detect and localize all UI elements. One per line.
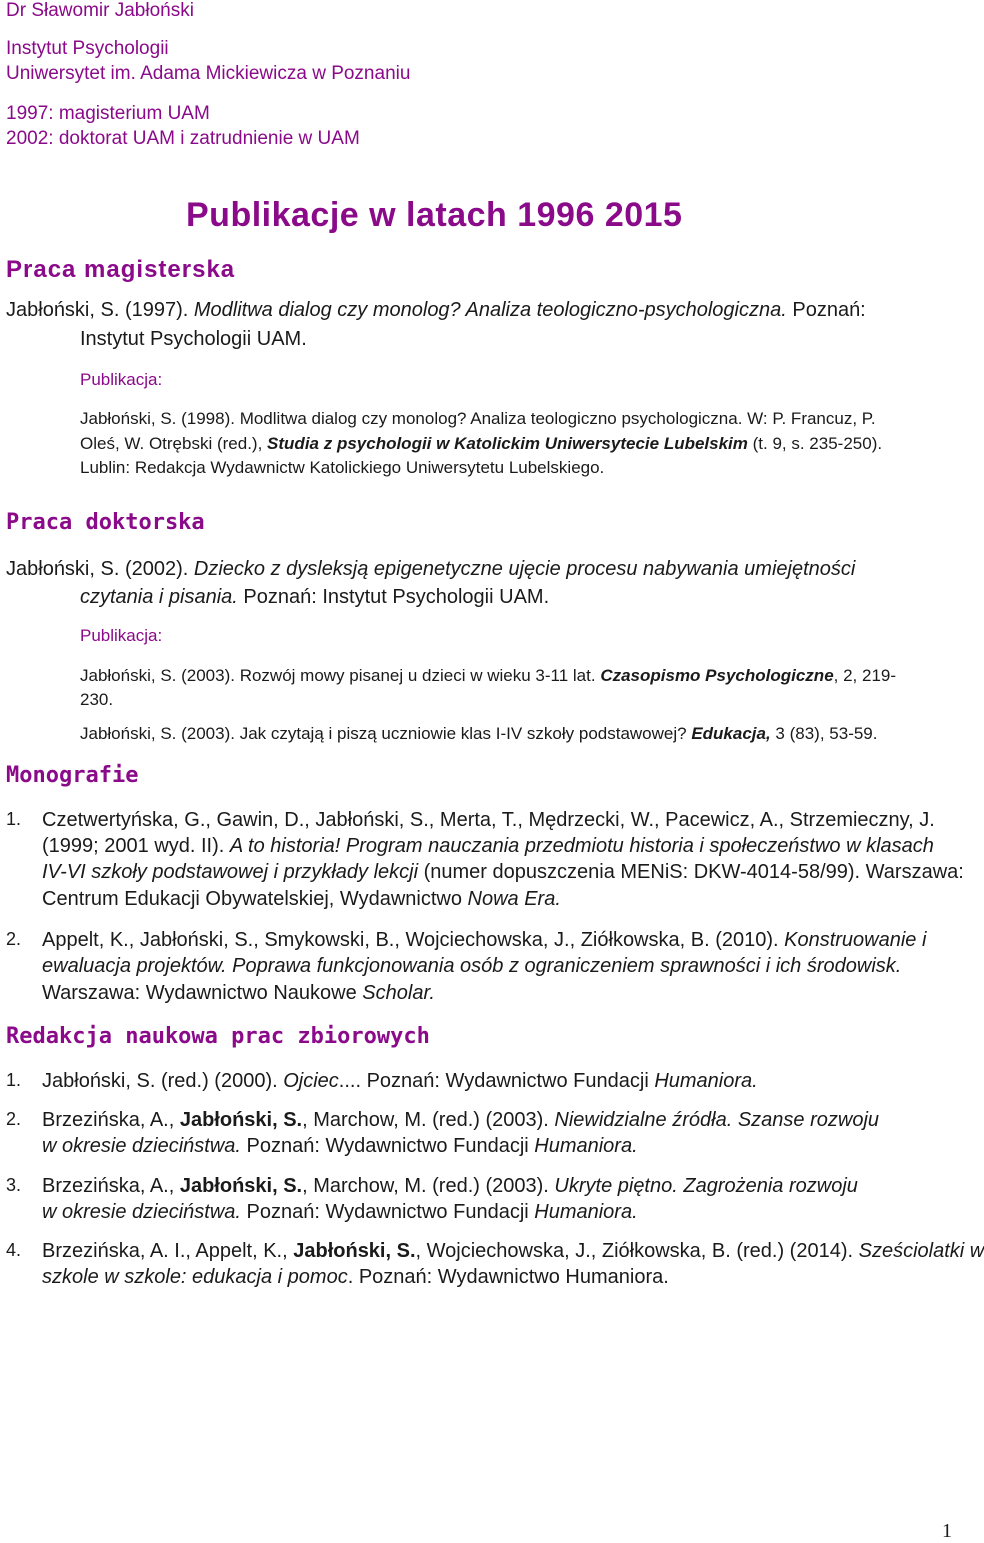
publisher: . Poznań: Wydawnictwo Humaniora. [347,1266,669,1288]
list-number: 2. [6,1109,22,1129]
book-title: Ukryte piętno. Zagrożenia rozwoju [554,1175,858,1197]
book-title-cont: szkole w szkole: edukacja i pomoc [42,1266,348,1288]
publisher-name: Humaniora. [654,1070,758,1092]
monografia-2-line2 [42,953,901,980]
editor-highlight: Jabłoński, S. [179,1109,303,1131]
list-number: 2. [6,929,22,949]
list-number: 1. [6,1070,22,1090]
book-title-cont: w okresie dzieciństwa. [42,1135,241,1157]
editors: Brzezińska, A. I., Appelt, K., [42,1240,294,1262]
list-number: 4. [6,1240,22,1260]
journal-name: Edukacja, [691,724,771,743]
edition-info: (1999; 2001 wyd. II). [42,835,230,857]
editors: Jabłoński, S. (red.) (2000). [42,1070,284,1092]
monografia-2-line3 [42,980,435,1007]
editors-rest: , Wojciechowska, J., Ziółkowska, B. (red.) (2014). [415,1240,859,1262]
publisher: Centrum Edukacji Obywatelskiej, Wydawnictwo [42,888,468,910]
institute-name: Instytut Psychologii [6,38,169,59]
redakcja-4-line1 [42,1238,984,1265]
section-title-redakcja: Redakcja naukowa prac zbiorowych [6,1024,430,1049]
authors: Appelt, K., Jabłoński, S., Smykowski, B., Wojciechowska, J., Ziółkowska, B. (2010). [42,929,785,951]
book-title: Konstruowanie i [784,929,927,951]
journal-issue: 3 (83), 53-59. [770,724,878,743]
pub-book-title: Studia z psychologii w Katolickim Uniwersytecie Lubelskim [267,434,748,453]
book-title: Niewidzialne źródła. Szanse rozwoju [554,1109,880,1131]
publisher-name: Humaniora. [534,1135,638,1157]
career-2002: 2002: doktorat UAM i zatrudnienie w UAM [6,128,360,149]
doktorska-entry-line1 [6,556,855,583]
editors-rest: , Marchow, M. (red.) (2003). [302,1175,555,1197]
monografia-1-line1: Czetwertyńska, G., Gawin, D., Jabłoński, S., Merta, T., Mędrzecki, W., Pacewicz, A., Strzemieczny, J. [42,809,935,831]
book-subtitle-cont: IV-VI szkoły podstawowej i przykłady lekcji [42,861,419,883]
magisterska-pub-line3: Lublin: Redakcja Wydawnictw Katolickiego Uniwersytetu Lubelskiego. [80,458,605,477]
editor-highlight: Jabłoński, S. [179,1175,303,1197]
pub-pages: (t. 9, s. 235-250). [747,434,883,453]
page-number: 1 [942,1520,952,1542]
book-title: Ojciec [283,1070,339,1092]
redakcja-4-line2 [42,1264,669,1291]
magisterska-entry-line2: Instytut Psychologii UAM. [80,328,307,350]
magisterska-pub-line1: Jabłoński, S. (1998). Modlitwa dialog czy monolog? Analiza teologiczno psychologiczna. W: P. Francuz, P. [80,409,876,428]
pub-authors: Oleś, W. Otrębski (red.), [80,434,268,453]
entry-title: Modlitwa dialog czy monolog? Analiza teologiczno-psychologiczna. [193,299,787,321]
book-title-cont: w okresie dzieciństwa. [42,1201,241,1223]
list-number: 1. [6,809,22,829]
redakcja-2-line2 [42,1133,638,1160]
redakcja-3-line1 [42,1173,858,1200]
editors: Brzezińska, A., [42,1109,180,1131]
page-title: Publikacje w latach 1996 2015 [186,196,683,234]
journal-issue: , 2, 219- [833,666,897,685]
approval-number: (numer dopuszczenia MENiS: DKW-4014-58/99). Warszawa: [418,861,964,883]
university-name: Uniwersytet im. Adama Mickiewicza w Poznaniu [6,63,411,84]
redakcja-1 [42,1068,758,1095]
monografia-2-line1 [42,927,926,954]
pub-citation: Jabłoński, S. (2003). Jak czytają i piszą uczniowie klas I-IV szkoły podstawowej? [80,724,692,743]
entry-publisher: Poznań: Instytut Psychologii UAM. [237,586,550,608]
publisher: Poznań: Wydawnictwo Fundacji [240,1201,535,1223]
doktorska-entry-line2 [80,584,549,611]
publisher: Warszawa: Wydawnictwo Naukowe [42,982,363,1004]
entry-title: Dziecko z dysleksją epigenetyczne ujęcie procesu nabywania umiejętności [193,558,856,580]
book-title: Sześciolatki w [858,1240,984,1262]
journal-name: Czasopismo Psychologiczne [600,666,834,685]
section-title-monografie: Monografie [6,763,139,788]
publisher-name: Nowa Era. [467,888,561,910]
doktorska-pub1-line1 [80,664,896,688]
monografia-1-line2 [42,833,934,860]
section-title-magisterska: Praca magisterska [6,256,236,283]
entry-authors: Jabłoński, S. (1997). [6,299,194,321]
section-title-doktorska: Praca doktorska [6,510,205,535]
doktorska-pub2 [80,722,877,746]
editors: Brzezińska, A., [42,1175,180,1197]
book-title: A to historia! [229,835,341,857]
editor-highlight: Jabłoński, S. [293,1240,416,1262]
publisher: .... Poznań: Wydawnictwo Fundacji [338,1070,655,1092]
redakcja-2-line1 [42,1107,879,1134]
editors-rest: , Marchow, M. (red.) (2003). [302,1109,555,1131]
book-subtitle: Program nauczania przedmiotu historia i społeczeństwo w klasach [340,835,934,857]
book-title-cont: ewaluacja projektów. Poprawa funkcjonowania osób z ograniczeniem sprawności i ich środowisk. [42,955,902,977]
career-1997: 1997: magisterium UAM [6,103,210,124]
publisher-name: Scholar. [362,982,435,1004]
magisterska-pub-line2 [80,432,882,456]
monografia-1-line4 [42,886,561,913]
list-number: 3. [6,1175,22,1195]
publication-label: Publikacja: [80,370,163,389]
entry-title-cont: czytania i pisania. [80,586,238,608]
pub-citation: Jabłoński, S. (2003). Rozwój mowy pisanej u dzieci w wieku 3-11 lat. [80,666,601,685]
publisher: Poznań: Wydawnictwo Fundacji [240,1135,535,1157]
entry-publisher: Poznań: [786,299,866,321]
author-name: Dr Sławomir Jabłoński [6,0,194,21]
publisher-name: Humaniora. [534,1201,638,1223]
monografia-1-line3 [42,859,964,886]
entry-authors: Jabłoński, S. (2002). [6,558,194,580]
doktorska-pub1-line2: 230. [80,690,114,709]
redakcja-3-line2 [42,1199,638,1226]
magisterska-entry-line1 [6,297,866,324]
publication-label: Publikacja: [80,626,163,645]
